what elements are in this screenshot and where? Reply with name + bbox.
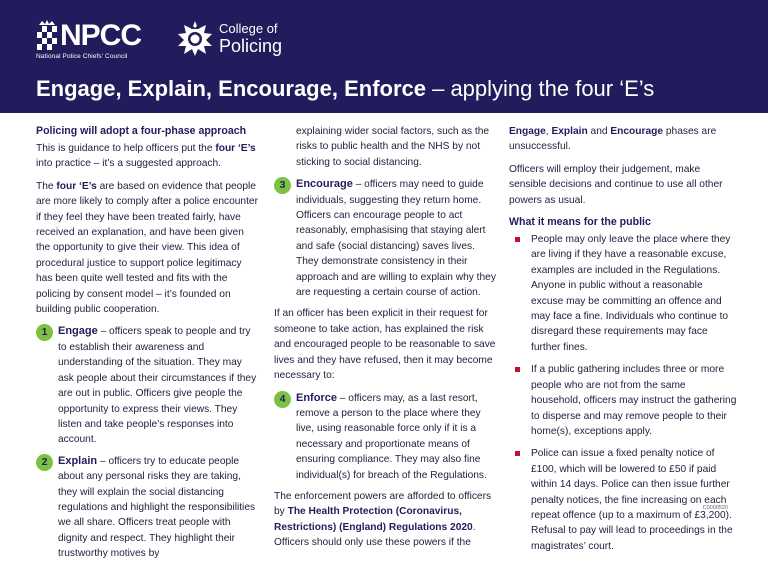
list-item: If a public gathering includes three or more people who are not from the same household, officers may instruct the gathering to disperse and may remove people to their home(s), exceptions apply.	[509, 362, 737, 439]
step-text: – officers speak to people and try to establish their awareness and understanding of the situation. They may ask people about their circumstances if they are out in public. Officers give people the opportunity to express their views. They listen and take people’s responses into account.	[58, 326, 257, 446]
college-of-policing-logo	[177, 20, 282, 56]
step-keyword: Encourage	[296, 178, 353, 191]
list-item: People may only leave the place where they are living if they have a reasonable excuse, examples are included in the Regulations. Anyone in public without a reasonable excuse may be committing an offence and may face a fine. Individuals who continue to disregard these requirements may face further fines.	[509, 232, 737, 355]
refusal-paragraph: If an officer has been explicit in their request for someone to take action, has explained the risk and encouraged people to be reasonable to save lives and they have refused, then it may become necessary to:	[274, 308, 496, 382]
section-heading-public: What it means for the public	[509, 216, 651, 229]
step-text: – officers try to educate people about any personal risks they are taking, they will explain the social distancing regulations and highlight the responsibilities we all share. Officers treat people with dignity and respect. They highlight their trustworthy motives by	[58, 455, 256, 560]
list-item: Police can issue a fixed penalty notice of £100, which will be lowered to £50 if paid within 14 days. Police can then issue further penalty notices, the fine increasing on each repeat offence (up to a maximum of £3,200). Refusal to pay will lead to proceedings in the magistrates’ court.	[509, 446, 737, 554]
step-encourage	[274, 177, 496, 300]
phases-continuation: Engage, Explain and Encourage phases are unsuccessful.	[509, 126, 717, 153]
title-light: – applying the four ‘E’s	[425, 76, 655, 101]
college-line1: College of	[219, 20, 278, 36]
police-star-icon	[177, 20, 213, 56]
step-number-badge: 1	[36, 324, 53, 341]
title-bold: Engage, Explain, Encourage, Enforce	[36, 76, 426, 101]
npcc-wordmark: NPCC	[60, 19, 142, 52]
npcc-logo	[36, 20, 166, 60]
intro-paragraph: This is guidance to help officers put the four ‘E’s into practice – it’s a suggested approach.	[36, 143, 256, 170]
evidence-paragraph: The four ‘E’s are based on evidence that people are more likely to comply after a police encounter if they feel they have been treated fairly, have received an explanation, and have been given the opportunity to give their view. This idea of procedural justice to support police legitimacy has been quite well tested and fits with the policing by consent model – it’s founded on building public cooperation.	[36, 180, 258, 316]
step-number-badge: 3	[274, 177, 291, 194]
document-code: C0000520	[702, 505, 728, 511]
step-enforce	[274, 391, 496, 483]
red-square-bullet-icon	[515, 451, 520, 456]
npcc-subtitle: National Police Chiefs' Council	[36, 53, 128, 60]
step-number-badge: 2	[36, 454, 53, 471]
red-square-bullet-icon	[515, 237, 520, 242]
step-engage	[36, 324, 258, 447]
step-text: – officers may, as a last resort, remove a person to the place where they live, using reasonable force only if it is a necessary and proportionate means of ensuring compliance. They may also fine individual(s) for breach of the Regulations.	[296, 392, 487, 481]
page-title	[36, 77, 654, 101]
column-left	[36, 124, 258, 568]
college-line2: Policing	[219, 35, 283, 56]
red-square-bullet-icon	[515, 367, 520, 372]
enforcement-powers-paragraph: The enforcement powers are afforded to officers by The Health Protection (Coronavirus, Restrictions) (England) Regulations 2020. Officers should only use these powers if the	[274, 490, 492, 549]
step-text: – officers may need to guide individuals, suggesting they return home. Officers can encourage people to act reasonably, emphasising that staying alert and safe (social distancing) saves lives. They demonstrate consistency in their approach and are willing to explain why they are requesting a certain course of action.	[296, 179, 496, 299]
step-number-badge: 4	[274, 391, 291, 408]
column-middle	[274, 124, 496, 558]
column-right	[509, 124, 737, 561]
step-keyword: Explain	[58, 454, 98, 467]
header-banner	[0, 0, 768, 113]
checkered-crown-icon	[36, 20, 58, 52]
step-keyword: Enforce	[296, 391, 337, 404]
explain-continuation: explaining wider social factors, such as the risks to public health and the NHS by not sticking to social distancing.	[296, 126, 490, 168]
step-explain	[36, 454, 258, 562]
section-heading-approach: Policing will adopt a four-phase approach	[36, 125, 247, 137]
step-keyword: Engage	[58, 325, 98, 338]
judgement-paragraph: Officers will employ their judgement, make sensible decisions and continue to use all other powers as usual.	[509, 163, 723, 206]
